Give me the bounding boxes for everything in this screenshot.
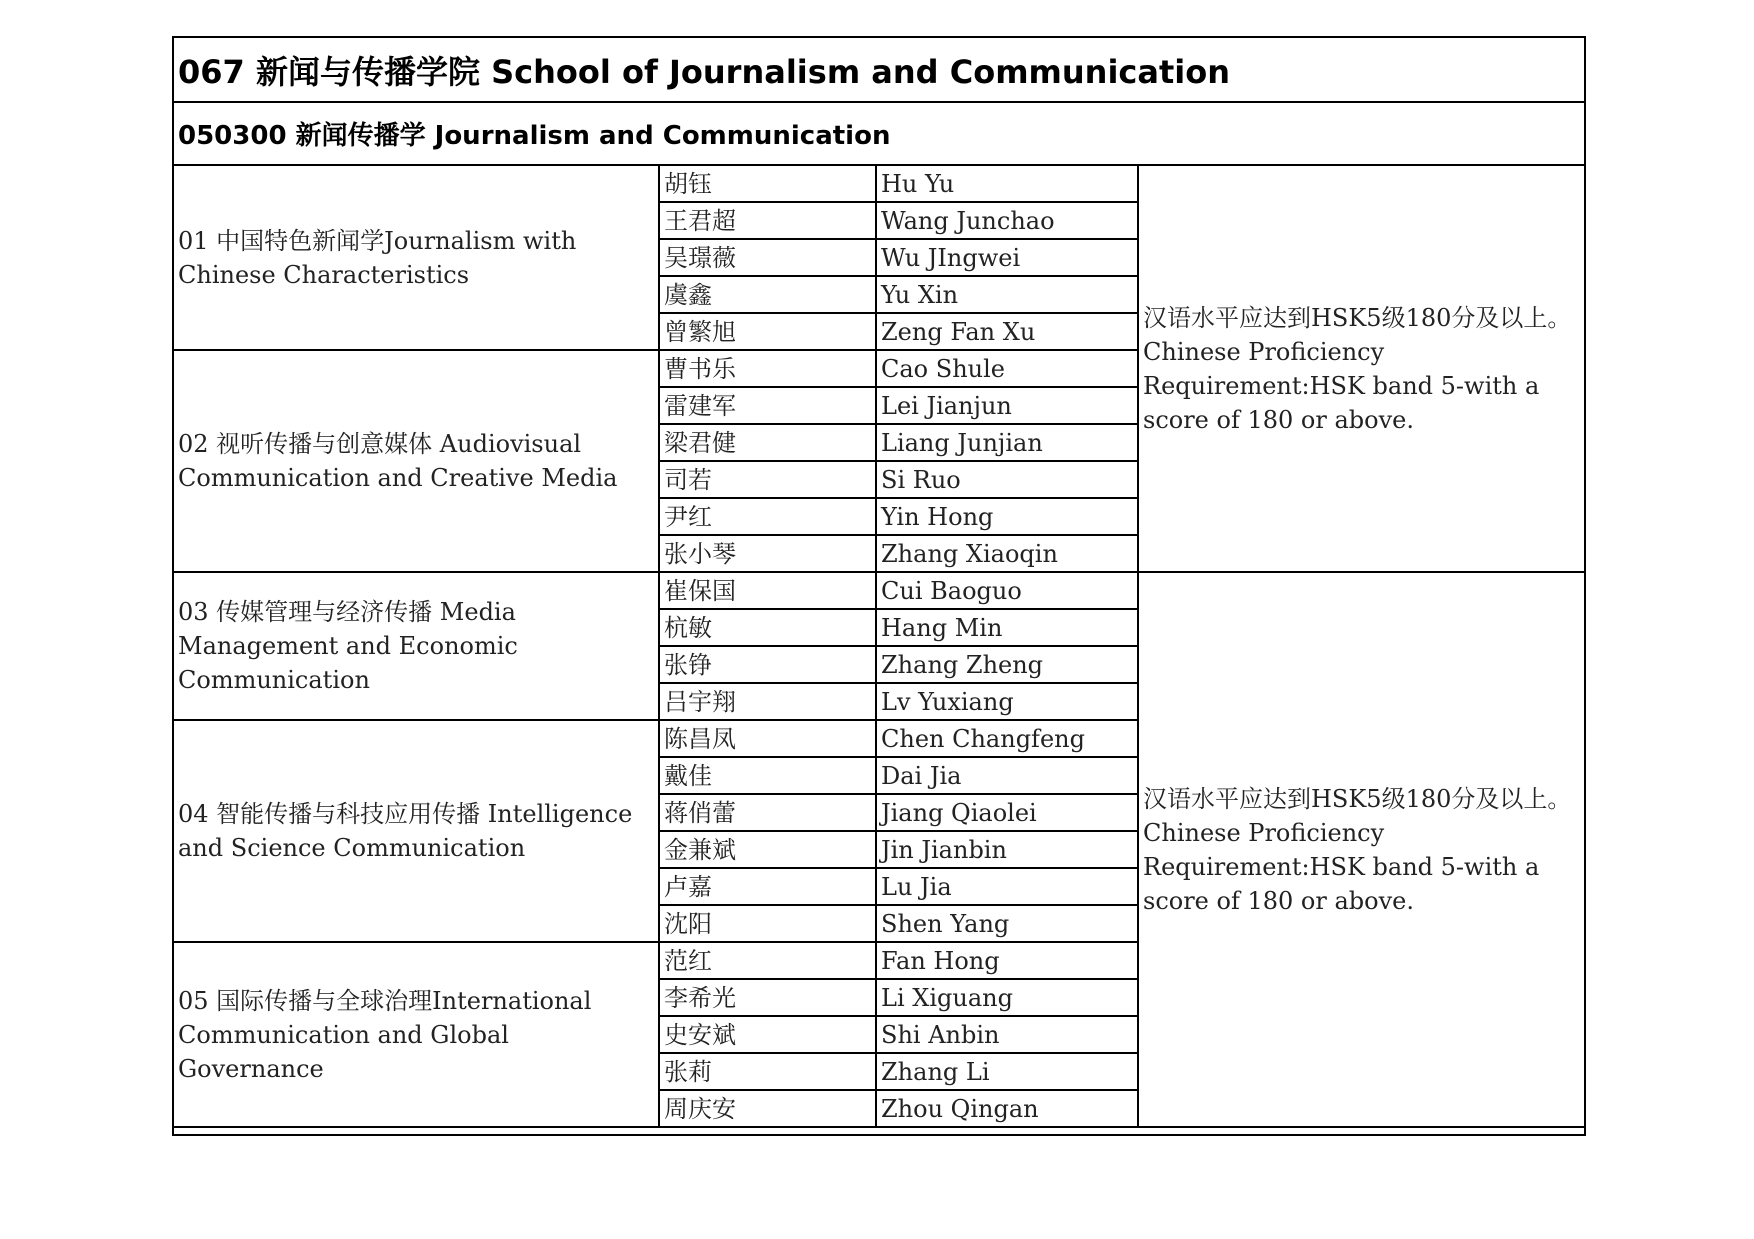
tutor-name-cn: 金兼斌 — [659, 831, 876, 868]
tutor-name-cn: 吕宇翔 — [659, 683, 876, 720]
tutor-name-en: Li Xiguang — [876, 979, 1138, 1016]
tutor-name-cn: 张小琴 — [659, 535, 876, 572]
major-header-row — [173, 102, 1585, 165]
tutor-name-en: Liang Junjian — [876, 424, 1138, 461]
tutor-name-cn: 王君超 — [659, 202, 876, 239]
tutor-name-cn: 雷建军 — [659, 387, 876, 424]
tutor-name-en: Wu JIngwei — [876, 239, 1138, 276]
tutor-name-cn: 曾繁旭 — [659, 313, 876, 350]
tutor-name-cn: 杭敏 — [659, 609, 876, 646]
tutor-name-cn: 李希光 — [659, 979, 876, 1016]
tutor-name-cn: 张铮 — [659, 646, 876, 683]
tutor-name-en: Hang Min — [876, 609, 1138, 646]
tutor-name-cn: 胡钰 — [659, 165, 876, 202]
tutor-name-cn: 陈昌凤 — [659, 720, 876, 757]
tutor-name-en: Yin Hong — [876, 498, 1138, 535]
tutor-name-en: Wang Junchao — [876, 202, 1138, 239]
table-row — [173, 572, 1585, 609]
tutor-name-en: Lv Yuxiang — [876, 683, 1138, 720]
tutor-name-cn: 司若 — [659, 461, 876, 498]
tutor-name-en: Lu Jia — [876, 868, 1138, 905]
tutor-name-cn: 梁君健 — [659, 424, 876, 461]
tutor-name-en: Zhou Qingan — [876, 1090, 1138, 1127]
major-title: 050300 新闻传播学 Journalism and Communication — [173, 102, 1585, 165]
tutor-name-en: Zhang Zheng — [876, 646, 1138, 683]
tutor-name-en: Hu Yu — [876, 165, 1138, 202]
research-direction-01: 01 中国特色新闻学Journalism with Chinese Characteristics — [173, 165, 659, 350]
tutor-name-en: Cao Shule — [876, 350, 1138, 387]
language-requirement: 汉语水平应达到HSK5级180分及以上。Chinese Proficiency Requirement:HSK band 5-with a score of 180 or above. — [1138, 572, 1585, 1127]
table-row — [173, 165, 1585, 202]
tutor-name-en: Zhang Xiaoqin — [876, 535, 1138, 572]
tutor-name-en: Chen Changfeng — [876, 720, 1138, 757]
tutor-name-en: Shen Yang — [876, 905, 1138, 942]
school-title: 067 新闻与传播学院 School of Journalism and Communication — [173, 37, 1585, 102]
research-direction-02: 02 视听传播与创意媒体 Audiovisual Communication and Creative Media — [173, 350, 659, 572]
program-table — [172, 36, 1586, 1136]
language-requirement: 汉语水平应达到HSK5级180分及以上。Chinese Proficiency Requirement:HSK band 5-with a score of 180 or above. — [1138, 165, 1585, 572]
tutor-name-cn: 崔保国 — [659, 572, 876, 609]
tutor-name-cn: 戴佳 — [659, 757, 876, 794]
research-direction-04: 04 智能传播与科技应用传播 Intelligence and Science Communication — [173, 720, 659, 942]
tutor-name-en: Cui Baoguo — [876, 572, 1138, 609]
tutor-name-en: Jiang Qiaolei — [876, 794, 1138, 831]
tutor-name-en: Lei Jianjun — [876, 387, 1138, 424]
program-document — [172, 36, 1584, 1136]
table-cut-edge — [173, 1127, 1585, 1135]
tutor-name-en: Dai Jia — [876, 757, 1138, 794]
tutor-name-cn: 周庆安 — [659, 1090, 876, 1127]
research-direction-05: 05 国际传播与全球治理International Communication and Global Governance — [173, 942, 659, 1127]
tutor-name-en: Jin Jianbin — [876, 831, 1138, 868]
tutor-name-cn: 史安斌 — [659, 1016, 876, 1053]
tutor-name-cn: 蒋俏蕾 — [659, 794, 876, 831]
tutor-name-en: Yu Xin — [876, 276, 1138, 313]
tutor-name-cn: 张莉 — [659, 1053, 876, 1090]
tutor-name-en: Si Ruo — [876, 461, 1138, 498]
tutor-name-en: Zeng Fan Xu — [876, 313, 1138, 350]
table-continuation — [173, 1127, 1585, 1135]
tutor-name-cn: 虞鑫 — [659, 276, 876, 313]
tutor-name-cn: 卢嘉 — [659, 868, 876, 905]
tutor-name-en: Fan Hong — [876, 942, 1138, 979]
research-direction-03: 03 传媒管理与经济传播 Media Management and Economic Communication — [173, 572, 659, 720]
tutor-name-cn: 沈阳 — [659, 905, 876, 942]
tutor-name-en: Zhang Li — [876, 1053, 1138, 1090]
tutor-name-cn: 曹书乐 — [659, 350, 876, 387]
tutor-name-cn: 范红 — [659, 942, 876, 979]
tutor-name-en: Shi Anbin — [876, 1016, 1138, 1053]
tutor-name-cn: 尹红 — [659, 498, 876, 535]
school-header-row — [173, 37, 1585, 102]
tutor-name-cn: 吴璟薇 — [659, 239, 876, 276]
